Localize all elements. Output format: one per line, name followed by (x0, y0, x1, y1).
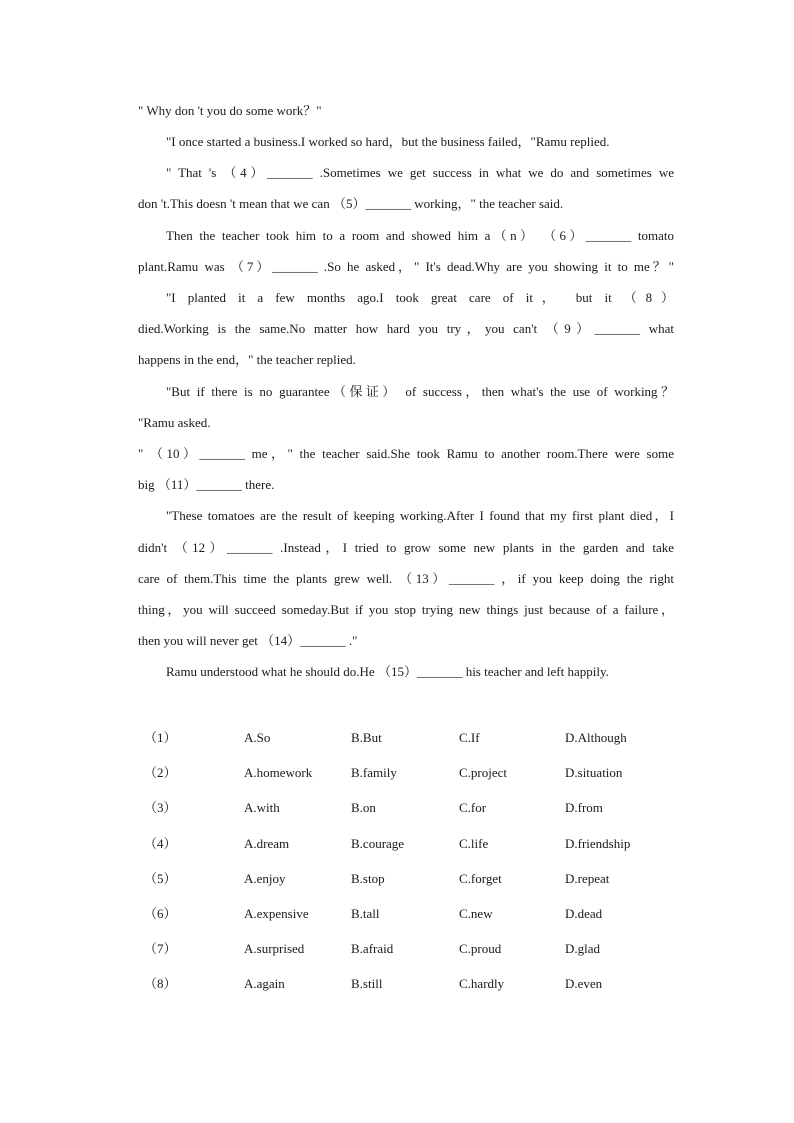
question-number: （3） (144, 800, 177, 816)
passage-line: "I once started a business.I worked so hard，but the business failed，"Ramu replied. (166, 134, 610, 149)
option-choice-b: B.courage (351, 835, 405, 851)
option-row (138, 905, 698, 923)
option-choice-d: D.even (565, 976, 603, 992)
passage-line: then you will never get （14）_______ ." (138, 633, 358, 648)
passage-line: didn't （12）_______ .Instead，I tried to grow some new plants in the garden and take (138, 540, 674, 555)
option-row (138, 870, 698, 888)
passage-line: don 't.This doesn 't mean that we can （5）_______ working，" the teacher said. (138, 196, 564, 211)
passage-line: "I planted it a few months ago.I took great care of it， but it （8） (166, 290, 674, 305)
option-choice-a: A.surprised (244, 941, 305, 957)
passage-line: care of them.This time the plants grew well. （13）_______ ，if you keep doing the right (138, 571, 674, 586)
option-choice-b: B.But (351, 730, 382, 745)
option-row (138, 940, 698, 958)
question-number: （4） (144, 835, 177, 851)
option-choice-b: B.on (351, 800, 376, 816)
passage-line: "But if there is no guarantee（保证） of success，then what's the use of working？ (166, 384, 674, 399)
option-choice-b: B.afraid (351, 941, 394, 957)
option-row (138, 764, 698, 782)
option-choice-a: A.again (244, 976, 285, 992)
option-choice-c: C.life (459, 835, 489, 851)
passage-line: "Ramu asked. (138, 415, 211, 430)
option-choice-b: B.tall (351, 906, 380, 921)
option-choice-c: C.proud (459, 941, 502, 957)
option-row (138, 835, 698, 853)
option-choice-c: C.project (459, 765, 508, 781)
passage-line: " That 's （4）_______ .Sometimes we get success in what we do and sometimes we (166, 165, 674, 180)
passage-line: died.Working is the same.No matter how hard you try，you can't （9）_______ what (138, 321, 674, 336)
question-number: （8） (144, 976, 177, 992)
option-choice-a: A.expensive (244, 906, 309, 921)
option-row (138, 799, 698, 817)
option-choice-c: C.new (459, 906, 493, 921)
option-choice-d: D.glad (565, 941, 601, 957)
question-number: （6） (144, 906, 177, 921)
passage-line: "These tomatoes are the result of keeping working.After I found that my first plant died，I (166, 508, 674, 523)
question-number: （1） (144, 730, 177, 745)
option-choice-a: A.with (244, 800, 280, 816)
option-choice-d: D.dead (565, 906, 603, 921)
option-choice-d: D.friendship (565, 835, 631, 851)
passage-line: " Why don 't you do some work？" (138, 103, 322, 118)
option-choice-d: D.repeat (565, 870, 610, 886)
passage-line: Ramu understood what he should do.He （15）_______ his teacher and left happily. (166, 664, 609, 679)
option-choice-a: A.enjoy (244, 870, 286, 886)
option-choice-d: D.situation (565, 765, 623, 781)
passage-line: Then the teacher took him to a room and showed him a（n） （6）_______ tomato (166, 228, 674, 243)
passage-line: plant.Ramu was （7）_______ .So he asked，" It's dead.Why are you showing it to me？" (138, 259, 674, 274)
passage-line: " （10）_______ me，" the teacher said.She took Ramu to another room.There were some (138, 446, 674, 461)
passage-line: thing，you will succeed someday.But if you stop trying new things just because of a failure， (138, 602, 674, 617)
passage-line: happens in the end，" the teacher replied. (138, 352, 356, 367)
option-row (138, 729, 698, 747)
option-choice-c: C.for (459, 800, 487, 816)
option-choice-a: A.dream (244, 835, 290, 851)
option-choice-b: B.stop (351, 870, 385, 886)
option-choice-c: C.If (459, 730, 480, 745)
option-choice-b: B.family (351, 765, 397, 781)
option-row (138, 975, 698, 993)
option-choice-c: C.hardly (459, 976, 505, 992)
option-choice-a: A.homework (244, 765, 313, 781)
question-number: （5） (144, 870, 177, 886)
option-choice-c: C.forget (459, 870, 502, 886)
question-number: （2） (144, 765, 177, 781)
option-choice-b: B.still (351, 976, 383, 992)
option-choice-a: A.So (244, 730, 271, 745)
question-number: （7） (144, 941, 177, 957)
option-choice-d: D.from (565, 800, 603, 816)
option-choice-d: D.Although (565, 730, 627, 745)
passage-line: big （11）_______ there. (138, 477, 275, 492)
